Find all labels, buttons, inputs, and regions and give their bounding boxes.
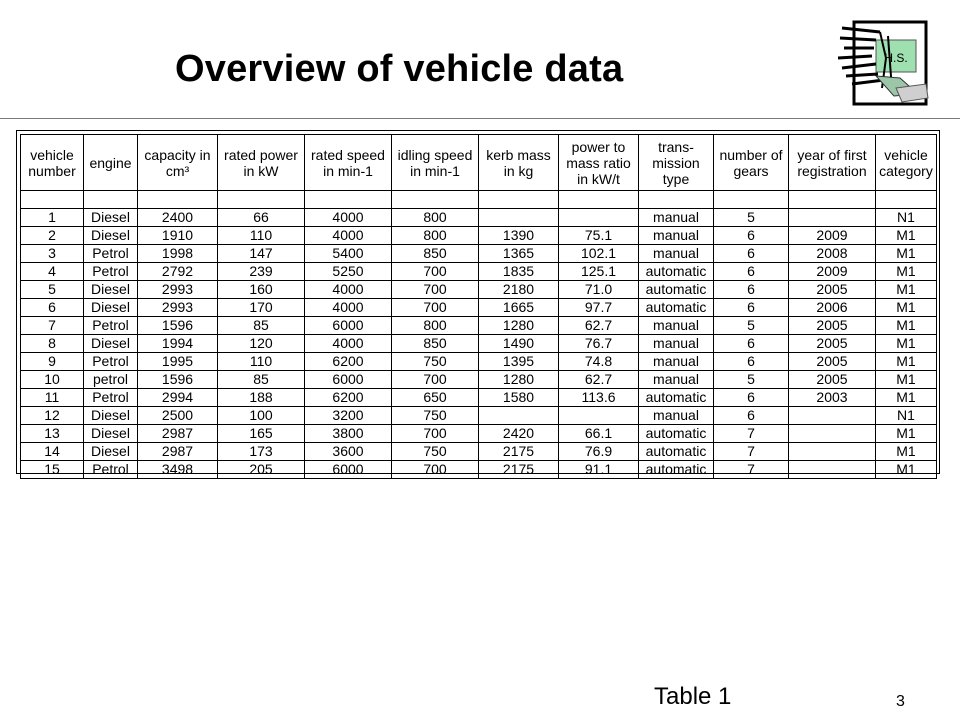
- table-cell: Diesel: [84, 335, 138, 353]
- table-cell: 7: [714, 461, 789, 479]
- table-cell: [479, 407, 559, 425]
- table-cell: 110: [218, 353, 305, 371]
- table-row: [21, 209, 937, 227]
- table-cell: 2005: [789, 353, 876, 371]
- gap-cell: [218, 191, 305, 209]
- table-cell: 2420: [479, 425, 559, 443]
- gap-cell: [392, 191, 479, 209]
- table-cell: Diesel: [84, 281, 138, 299]
- table-cell: 147: [218, 245, 305, 263]
- gap-cell: [84, 191, 138, 209]
- table-cell: N1: [876, 407, 937, 425]
- table-cell: [559, 407, 639, 425]
- gap-cell: [21, 191, 84, 209]
- table-cell: 11: [21, 389, 84, 407]
- table-cell: M1: [876, 317, 937, 335]
- table-cell: [789, 425, 876, 443]
- table-cell: 700: [392, 425, 479, 443]
- table-cell: 100: [218, 407, 305, 425]
- table-cell: Petrol: [84, 353, 138, 371]
- table-cell: 14: [21, 443, 84, 461]
- table-row: [21, 407, 937, 425]
- table-row: [21, 263, 937, 281]
- table-cell: 6200: [305, 353, 392, 371]
- table-cell: automatic: [639, 461, 714, 479]
- table-cell: 1490: [479, 335, 559, 353]
- column-header: number of gears: [714, 135, 789, 191]
- table-cell: 2993: [138, 281, 218, 299]
- table-cell: 6000: [305, 317, 392, 335]
- table-cell: 1: [21, 209, 84, 227]
- table-cell: 13: [21, 425, 84, 443]
- table-cell: 6200: [305, 389, 392, 407]
- table-cell: Diesel: [84, 209, 138, 227]
- table-cell: 239: [218, 263, 305, 281]
- table-cell: 4000: [305, 299, 392, 317]
- table-cell: 160: [218, 281, 305, 299]
- table-cell: 76.9: [559, 443, 639, 461]
- table-cell: 750: [392, 407, 479, 425]
- table-row: [21, 425, 937, 443]
- page-title: Overview of vehicle data: [175, 48, 624, 90]
- table-cell: 6: [714, 407, 789, 425]
- table-cell: 6: [714, 227, 789, 245]
- gap-cell: [714, 191, 789, 209]
- table-cell: M1: [876, 263, 937, 281]
- table-cell: 5: [714, 371, 789, 389]
- table-cell: [789, 461, 876, 479]
- table-cell: M1: [876, 389, 937, 407]
- table-cell: M1: [876, 353, 937, 371]
- table-cell: 5: [714, 209, 789, 227]
- table-cell: 1995: [138, 353, 218, 371]
- table-cell: 2008: [789, 245, 876, 263]
- table-cell: M1: [876, 245, 937, 263]
- header-gap-row: [21, 191, 937, 209]
- table-cell: 85: [218, 371, 305, 389]
- table-cell: 700: [392, 281, 479, 299]
- table-cell: automatic: [639, 281, 714, 299]
- gap-cell: [305, 191, 392, 209]
- table-cell: 700: [392, 371, 479, 389]
- table-cell: 10: [21, 371, 84, 389]
- table-cell: 66: [218, 209, 305, 227]
- table-cell: M1: [876, 425, 937, 443]
- column-header: idling speed in min-1: [392, 135, 479, 191]
- table-cell: 2: [21, 227, 84, 245]
- table-cell: 6: [714, 245, 789, 263]
- table-row: [21, 389, 937, 407]
- table-cell: M1: [876, 281, 937, 299]
- table-cell: 2003: [789, 389, 876, 407]
- gap-cell: [789, 191, 876, 209]
- table-cell: 4000: [305, 209, 392, 227]
- table-cell: 74.8: [559, 353, 639, 371]
- table-cell: 1998: [138, 245, 218, 263]
- table-cell: 8: [21, 335, 84, 353]
- table-row: [21, 281, 937, 299]
- table-cell: 1280: [479, 317, 559, 335]
- column-header: vehicle category: [876, 135, 937, 191]
- table-cell: 2987: [138, 425, 218, 443]
- table-cell: 85: [218, 317, 305, 335]
- table-cell: [789, 209, 876, 227]
- table-cell: 700: [392, 299, 479, 317]
- column-header: capacity in cm³: [138, 135, 218, 191]
- table-cell: 4000: [305, 281, 392, 299]
- table-cell: 1365: [479, 245, 559, 263]
- table-cell: automatic: [639, 263, 714, 281]
- table-cell: M1: [876, 371, 937, 389]
- table-cell: Diesel: [84, 425, 138, 443]
- table-cell: 6: [21, 299, 84, 317]
- gap-cell: [479, 191, 559, 209]
- table-cell: 12: [21, 407, 84, 425]
- table-cell: N1: [876, 209, 937, 227]
- column-header: engine: [84, 135, 138, 191]
- table-cell: 5400: [305, 245, 392, 263]
- table-cell: Diesel: [84, 443, 138, 461]
- table-cell: 120: [218, 335, 305, 353]
- table-cell: 7: [21, 317, 84, 335]
- table-caption: Table 1: [654, 683, 732, 710]
- table-cell: 1390: [479, 227, 559, 245]
- table-header-row: [21, 135, 937, 191]
- table-cell: 2006: [789, 299, 876, 317]
- table-cell: manual: [639, 209, 714, 227]
- table-cell: 3498: [138, 461, 218, 479]
- table-cell: 850: [392, 245, 479, 263]
- table-cell: petrol: [84, 371, 138, 389]
- column-header: power to mass ratio in kW/t: [559, 135, 639, 191]
- table-cell: 800: [392, 209, 479, 227]
- table-cell: 6000: [305, 461, 392, 479]
- table-cell: manual: [639, 317, 714, 335]
- table-cell: 3800: [305, 425, 392, 443]
- table-cell: Diesel: [84, 227, 138, 245]
- table-cell: manual: [639, 371, 714, 389]
- table-cell: 66.1: [559, 425, 639, 443]
- table-cell: manual: [639, 353, 714, 371]
- table-cell: 205: [218, 461, 305, 479]
- hs-logo-icon: [836, 18, 932, 110]
- table-cell: automatic: [639, 443, 714, 461]
- table-cell: 2005: [789, 335, 876, 353]
- table-cell: 125.1: [559, 263, 639, 281]
- table-cell: 1395: [479, 353, 559, 371]
- table-cell: 76.7: [559, 335, 639, 353]
- table-cell: manual: [639, 407, 714, 425]
- table-cell: Petrol: [84, 317, 138, 335]
- table-cell: [789, 407, 876, 425]
- table-cell: 1580: [479, 389, 559, 407]
- table-cell: 2009: [789, 227, 876, 245]
- table-cell: 4000: [305, 227, 392, 245]
- table-cell: [479, 209, 559, 227]
- table-cell: 5: [714, 317, 789, 335]
- table-cell: 750: [392, 443, 479, 461]
- table-cell: 6: [714, 281, 789, 299]
- table-cell: 91.1: [559, 461, 639, 479]
- table-cell: 850: [392, 335, 479, 353]
- table-cell: 113.6: [559, 389, 639, 407]
- table-cell: Petrol: [84, 245, 138, 263]
- table-cell: 6: [714, 389, 789, 407]
- table-cell: 1665: [479, 299, 559, 317]
- table-cell: 700: [392, 263, 479, 281]
- gap-cell: [639, 191, 714, 209]
- gap-cell: [138, 191, 218, 209]
- table-cell: 71.0: [559, 281, 639, 299]
- table-row: [21, 353, 937, 371]
- column-header: rated power in kW: [218, 135, 305, 191]
- table-cell: 3: [21, 245, 84, 263]
- table-cell: 188: [218, 389, 305, 407]
- table-cell: 102.1: [559, 245, 639, 263]
- table-cell: 9: [21, 353, 84, 371]
- table-cell: 3200: [305, 407, 392, 425]
- column-header: year of first registration: [789, 135, 876, 191]
- table-cell: 7: [714, 425, 789, 443]
- column-header: vehicle number: [21, 135, 84, 191]
- table-cell: 2005: [789, 371, 876, 389]
- table-row: [21, 227, 937, 245]
- table-cell: automatic: [639, 299, 714, 317]
- table-cell: Petrol: [84, 263, 138, 281]
- table-cell: 15: [21, 461, 84, 479]
- table-cell: manual: [639, 245, 714, 263]
- table-cell: 2792: [138, 263, 218, 281]
- table-cell: 2005: [789, 281, 876, 299]
- table-cell: Petrol: [84, 389, 138, 407]
- table-cell: 2987: [138, 443, 218, 461]
- table-cell: 97.7: [559, 299, 639, 317]
- table-cell: [559, 209, 639, 227]
- table-cell: 2400: [138, 209, 218, 227]
- table-cell: M1: [876, 461, 937, 479]
- table-cell: 2500: [138, 407, 218, 425]
- table-row: [21, 335, 937, 353]
- table-row: [21, 461, 937, 479]
- table-cell: manual: [639, 335, 714, 353]
- table-row: [21, 371, 937, 389]
- vehicle-data-table: [20, 134, 937, 479]
- table-cell: 2005: [789, 317, 876, 335]
- table-cell: automatic: [639, 389, 714, 407]
- table-cell: 75.1: [559, 227, 639, 245]
- table-row: [21, 443, 937, 461]
- table-cell: 4000: [305, 335, 392, 353]
- table-cell: 800: [392, 317, 479, 335]
- table-cell: 6: [714, 335, 789, 353]
- table-cell: 173: [218, 443, 305, 461]
- table-cell: 2993: [138, 299, 218, 317]
- table-cell: 700: [392, 461, 479, 479]
- table-cell: [789, 443, 876, 461]
- table-cell: 5: [21, 281, 84, 299]
- table-cell: 1280: [479, 371, 559, 389]
- table-cell: 750: [392, 353, 479, 371]
- table-cell: automatic: [639, 425, 714, 443]
- table-cell: 1596: [138, 371, 218, 389]
- table-cell: M1: [876, 299, 937, 317]
- table-cell: 170: [218, 299, 305, 317]
- table-cell: 1910: [138, 227, 218, 245]
- table-cell: 62.7: [559, 317, 639, 335]
- column-header: kerb mass in kg: [479, 135, 559, 191]
- table-cell: 650: [392, 389, 479, 407]
- gap-cell: [559, 191, 639, 209]
- table-row: [21, 317, 937, 335]
- table-cell: 2180: [479, 281, 559, 299]
- column-header: rated speed in min-1: [305, 135, 392, 191]
- table-cell: 3600: [305, 443, 392, 461]
- table-cell: 2009: [789, 263, 876, 281]
- page-number: 3: [896, 693, 905, 710]
- table-cell: M1: [876, 227, 937, 245]
- table-cell: 1835: [479, 263, 559, 281]
- table-cell: 6000: [305, 371, 392, 389]
- table-cell: 1596: [138, 317, 218, 335]
- table-cell: 2994: [138, 389, 218, 407]
- table-cell: 62.7: [559, 371, 639, 389]
- table-cell: 110: [218, 227, 305, 245]
- table-cell: Petrol: [84, 461, 138, 479]
- table-cell: 165: [218, 425, 305, 443]
- table-cell: M1: [876, 335, 937, 353]
- table-cell: manual: [639, 227, 714, 245]
- column-header: trans-mission type: [639, 135, 714, 191]
- table-row: [21, 299, 937, 317]
- table-cell: M1: [876, 443, 937, 461]
- table-cell: 7: [714, 443, 789, 461]
- logo-text: H.S.: [884, 51, 908, 65]
- gap-cell: [876, 191, 937, 209]
- table-cell: Diesel: [84, 299, 138, 317]
- header-divider: [0, 118, 960, 119]
- table-cell: Diesel: [84, 407, 138, 425]
- table-row: [21, 245, 937, 263]
- table-cell: 1994: [138, 335, 218, 353]
- table-cell: 6: [714, 353, 789, 371]
- table-cell: 2175: [479, 443, 559, 461]
- table-cell: 800: [392, 227, 479, 245]
- table-cell: 2175: [479, 461, 559, 479]
- table-cell: 6: [714, 299, 789, 317]
- table-cell: 6: [714, 263, 789, 281]
- table-cell: 5250: [305, 263, 392, 281]
- table-cell: 4: [21, 263, 84, 281]
